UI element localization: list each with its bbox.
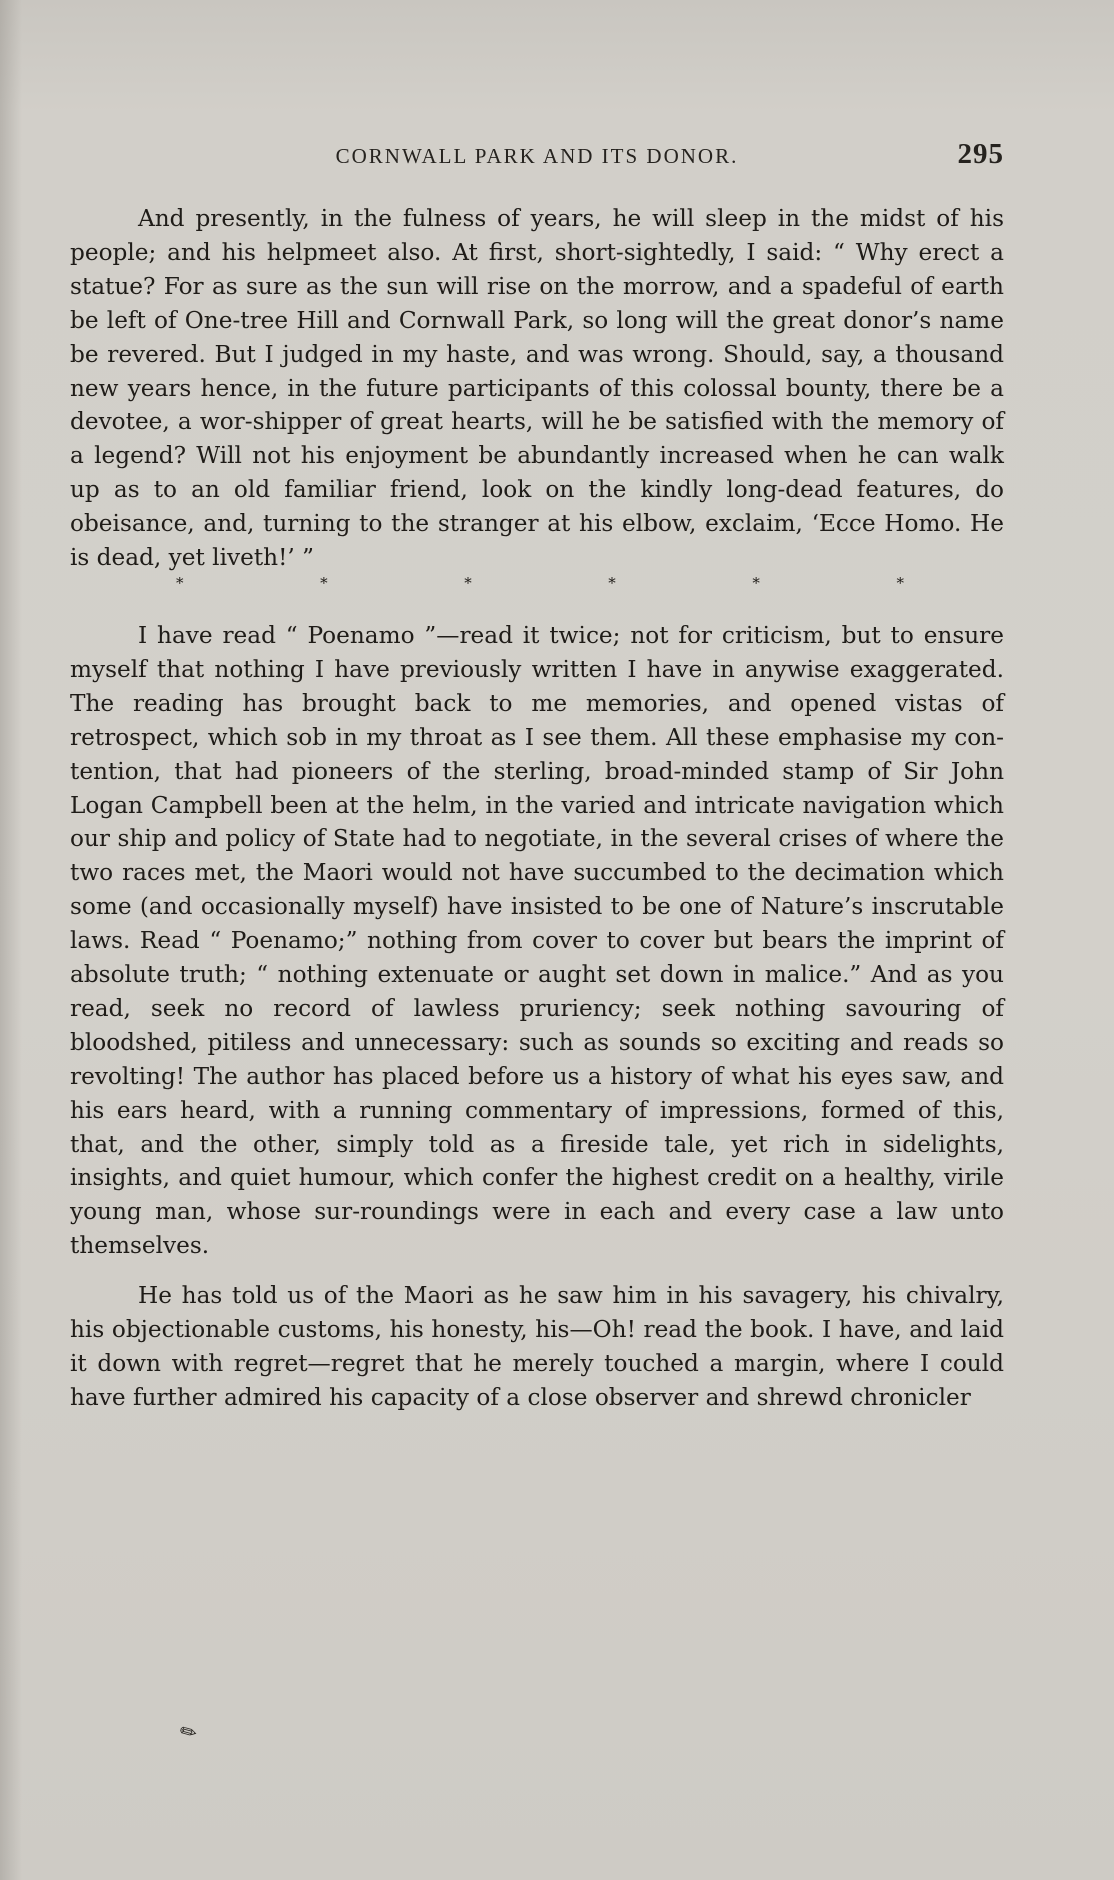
separator-star: * [320,573,328,592]
paragraph-1: And presently, in the fulness of years, he will sleep in the midst of his people; and his helpmeet also. At first, short-sightedly, I said: “ Why erect a statue? For as sure as the sun will rise on the morrow, and a spadeful of earth be left of One-tree Hill and Cornwall Park, so long will the great donor’s name be revered. But I judged in my haste, and was wrong. Should, say, a thousand new years hence, in the future participants of this colossal bounty, there be a devotee, a wor-shipper of great hearts, will he be satisfied with the memory of a legend? Will not his enjoyment be abundantly increased when he can walk up as to an old familiar friend, look on the kindly long-dead features, do obeisance, and, turning to the stranger at his elbow, exclaim, ‘Ecce Homo. He is dead, yet liveth!’ ” [70,205,1004,572]
paragraph-gap [70,1263,1004,1279]
separator-star: * [608,573,616,592]
separator-star: * [176,573,184,592]
separator-star: * [752,573,760,592]
body-text [70,202,1004,1415]
ink-mark-icon: ✎ [175,1717,202,1747]
paragraph-3: He has told us of the Maori as he saw him in his savagery, his chivalry, his objectionable customs, his honesty, his—Oh! read the book. I have, and laid it down with regret—regret that he merely touched a margin, where I could have further admired his capacity of a close observer and shrewd chronicler [70,1282,1004,1411]
page-header [70,138,1004,178]
page-number: 295 [957,138,1004,170]
section-separator [70,573,1004,607]
paragraph-2: I have read “ Poenamo ”—read it twice; not for criticism, but to ensure myself that nothing I have previously written I have in anywise exaggerated. The reading has brought back to me memories, and opened vistas of retrospect, which sob in my throat as I see them. All these emphasise my con-tention, that had pioneers of the sterling, broad-minded stamp of Sir John Logan Campbell been at the helm, in the varied and intricate navigation which our ship and policy of State had to negotiate, in the several crises of where the two races met, the Maori would not have succumbed to the decimation which some (and occasionally myself) have insisted to be one of Nature’s inscrutable laws. Read “ Poenamo;” nothing from cover to cover but bears the imprint of absolute truth; “ nothing extenuate or aught set down in malice.” And as you read, seek no record of lawless pruriency; seek nothing savouring of bloodshed, pitiless and unnecessary: such as sounds so exciting and reads so revolting! The author has placed before us a history of what his eyes saw, and his ears heard, with a running commentary of impressions, formed of this, that, and the other, simply told as a fireside tale, yet rich in sidelights, insights, and quiet humour, which confer the highest credit on a healthy, virile young man, whose sur-roundings were in each and every case a law unto themselves. [70,621,1004,1260]
separator-star: * [464,573,472,592]
running-head: CORNWALL PARK AND ITS DONOR. [335,144,739,168]
separator-star: * [896,573,904,592]
